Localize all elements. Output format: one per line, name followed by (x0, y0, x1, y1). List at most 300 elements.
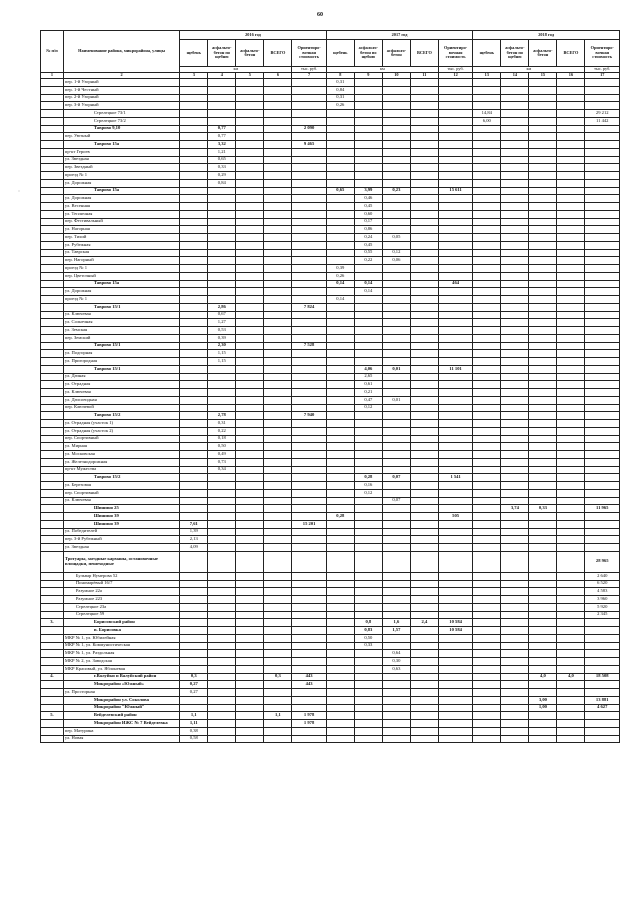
row-value (557, 257, 585, 265)
row-value (529, 172, 557, 180)
row-number (41, 665, 64, 673)
row-name: ул. Солнечная (63, 319, 179, 327)
row-value (473, 458, 501, 466)
row-value (236, 658, 264, 666)
row-value (410, 249, 438, 257)
row-value (529, 79, 557, 87)
row-value: 0,23 (382, 187, 410, 195)
row-value (236, 489, 264, 497)
row-value (180, 327, 208, 335)
row-value (326, 596, 354, 604)
row-value (382, 117, 410, 125)
row-value (501, 117, 529, 125)
row-value (180, 551, 208, 572)
row-value (501, 435, 529, 443)
row-value (473, 665, 501, 673)
row-value (354, 665, 382, 673)
row-number (41, 482, 64, 490)
row-value (354, 334, 382, 342)
row-value (410, 334, 438, 342)
row-number (41, 420, 64, 428)
row-name: ул. Нагорная (63, 226, 179, 234)
row-value (236, 125, 264, 133)
row-value (438, 94, 472, 102)
row-number (41, 389, 64, 397)
row-value (292, 203, 326, 211)
row-value (438, 580, 472, 588)
row-value (382, 704, 410, 712)
row-value: 0,3 (180, 673, 208, 681)
row-value (473, 603, 501, 611)
row-value (180, 482, 208, 490)
row-value: 0,24 (354, 234, 382, 242)
table-row (41, 241, 620, 249)
row-value (557, 288, 585, 296)
row-value (292, 334, 326, 342)
row-value (354, 544, 382, 552)
row-value (326, 704, 354, 712)
row-value (326, 358, 354, 366)
row-value (585, 164, 620, 172)
row-name: пр-кт Мужества (63, 466, 179, 474)
row-value (501, 603, 529, 611)
row-value (529, 727, 557, 735)
row-value (585, 172, 620, 180)
row-value (529, 117, 557, 125)
row-value (473, 373, 501, 381)
row-value: 0,33 (529, 505, 557, 513)
row-value (438, 381, 472, 389)
row-value (180, 381, 208, 389)
row-value (208, 689, 236, 697)
row-value (410, 272, 438, 280)
table-row (41, 544, 620, 552)
row-value (557, 272, 585, 280)
row-value (557, 195, 585, 203)
row-value (382, 164, 410, 172)
row-value (354, 528, 382, 536)
row-value (557, 117, 585, 125)
row-value (501, 249, 529, 257)
table-row (41, 334, 620, 342)
row-value (473, 466, 501, 474)
row-value (557, 296, 585, 304)
row-value (529, 466, 557, 474)
table-row (41, 148, 620, 156)
header-sub: Ориентиро-вочная стоимость (585, 40, 620, 67)
row-value (557, 735, 585, 743)
row-value (473, 505, 501, 513)
row-value (557, 172, 585, 180)
row-value (410, 79, 438, 87)
row-value (382, 303, 410, 311)
row-number (41, 125, 64, 133)
row-value (438, 265, 472, 273)
row-value (529, 179, 557, 187)
row-number (41, 179, 64, 187)
row-number (41, 172, 64, 180)
row-value (585, 265, 620, 273)
row-value (557, 203, 585, 211)
row-value (208, 210, 236, 218)
table-row (41, 611, 620, 619)
column-number: 15 (529, 73, 557, 79)
row-value (438, 373, 472, 381)
row-value: 2,78 (208, 412, 236, 420)
row-value (438, 482, 472, 490)
header-sub: ВСЕГО (264, 40, 292, 67)
row-value (292, 265, 326, 273)
row-value (264, 634, 292, 642)
row-value (236, 94, 264, 102)
row-value (326, 117, 354, 125)
row-value (292, 94, 326, 102)
row-value (410, 179, 438, 187)
row-value (410, 443, 438, 451)
row-value (585, 86, 620, 94)
row-value: 0,18 (208, 435, 236, 443)
row-value (529, 650, 557, 658)
row-value (410, 296, 438, 304)
row-value (180, 505, 208, 513)
row-value (557, 141, 585, 149)
row-value (501, 642, 529, 650)
row-value (529, 420, 557, 428)
table-row (41, 365, 620, 373)
row-value (208, 642, 236, 650)
row-value (264, 704, 292, 712)
row-number (41, 187, 64, 195)
row-value: 0,17 (354, 218, 382, 226)
row-name: пер. Матурина (63, 727, 179, 735)
row-value (410, 311, 438, 319)
row-name: пер. Ключевой (63, 404, 179, 412)
row-name: Таврово 15а (63, 141, 179, 149)
row-value (438, 210, 472, 218)
row-value (180, 634, 208, 642)
row-value (529, 489, 557, 497)
row-value (354, 603, 382, 611)
row-value (292, 696, 326, 704)
row-value (264, 458, 292, 466)
row-value (473, 148, 501, 156)
row-value (354, 117, 382, 125)
row-value (585, 381, 620, 389)
row-value (264, 148, 292, 156)
row-value (292, 319, 326, 327)
row-value (180, 596, 208, 604)
row-value (180, 420, 208, 428)
row-value (557, 505, 585, 513)
row-value (180, 389, 208, 397)
row-value (557, 588, 585, 596)
table-row (41, 466, 620, 474)
table-row (41, 689, 620, 697)
row-value (529, 249, 557, 257)
row-value (473, 234, 501, 242)
row-value (410, 451, 438, 459)
table-row (41, 288, 620, 296)
row-value (585, 373, 620, 381)
row-value (410, 350, 438, 358)
row-value (585, 658, 620, 666)
row-value (473, 435, 501, 443)
row-value (292, 311, 326, 319)
row-value (473, 627, 501, 635)
row-value (208, 94, 236, 102)
row-value (264, 681, 292, 689)
row-value (557, 474, 585, 482)
row-value (529, 665, 557, 673)
row-value (382, 350, 410, 358)
row-value (264, 210, 292, 218)
row-value (382, 435, 410, 443)
header-sub: ВСЕГО (557, 40, 585, 67)
table-row (41, 187, 620, 195)
row-value: 1,39 (180, 528, 208, 536)
header-sub: щебень (180, 40, 208, 67)
row-number (41, 319, 64, 327)
row-value (326, 451, 354, 459)
row-value (585, 334, 620, 342)
row-value (264, 588, 292, 596)
row-value (292, 443, 326, 451)
row-value (557, 334, 585, 342)
row-number (41, 373, 64, 381)
row-value (529, 735, 557, 743)
row-value (501, 226, 529, 234)
row-value (180, 489, 208, 497)
row-value (585, 627, 620, 635)
row-number: 3. (41, 619, 64, 627)
row-name: МКР № 1, ул. Раздольная (63, 650, 179, 658)
row-value (236, 505, 264, 513)
row-value (382, 551, 410, 572)
row-value (264, 141, 292, 149)
row-value: 0,67 (208, 311, 236, 319)
row-value (264, 303, 292, 311)
row-value (326, 619, 354, 627)
row-value (264, 466, 292, 474)
row-value (529, 265, 557, 273)
row-value (501, 689, 529, 697)
row-value (236, 156, 264, 164)
row-number (41, 265, 64, 273)
row-value (557, 596, 585, 604)
row-value (557, 110, 585, 118)
row-value (438, 603, 472, 611)
row-number (41, 288, 64, 296)
row-value (557, 133, 585, 141)
row-value (529, 544, 557, 552)
row-value (180, 373, 208, 381)
row-value (382, 466, 410, 474)
row-number (41, 311, 64, 319)
row-value (382, 86, 410, 94)
row-value (180, 627, 208, 635)
row-value (501, 396, 529, 404)
row-value (180, 412, 208, 420)
row-value: 4,0 (557, 673, 585, 681)
row-value (382, 603, 410, 611)
row-value: 6 520 (585, 580, 620, 588)
row-value (529, 102, 557, 110)
row-value (529, 234, 557, 242)
header-sub: асфальто-бетон (529, 40, 557, 67)
row-value (382, 580, 410, 588)
row-value: 7 528 (292, 342, 326, 350)
row-value: 2,30 (208, 342, 236, 350)
row-value (354, 673, 382, 681)
row-value (557, 412, 585, 420)
row-value (410, 141, 438, 149)
row-value (382, 712, 410, 720)
row-value (236, 727, 264, 735)
row-value (529, 241, 557, 249)
row-value (557, 265, 585, 273)
row-value (208, 241, 236, 249)
row-value (438, 257, 472, 265)
row-value (585, 156, 620, 164)
table-row (41, 588, 620, 596)
row-value: 3,32 (208, 141, 236, 149)
row-value (410, 689, 438, 697)
row-name: ул. Ключевая (63, 311, 179, 319)
row-value (208, 226, 236, 234)
row-value (236, 195, 264, 203)
row-value (208, 572, 236, 580)
row-value: 1 978 (292, 712, 326, 720)
row-value (236, 234, 264, 242)
table-row (41, 627, 620, 635)
row-value (208, 735, 236, 743)
row-value (292, 358, 326, 366)
row-value: 3,99 (354, 187, 382, 195)
row-value (585, 296, 620, 304)
row-value (557, 187, 585, 195)
row-name: ул. Победителей (63, 528, 179, 536)
row-value (473, 226, 501, 234)
row-value: 0,33 (208, 164, 236, 172)
row-name: Шишино 25 (63, 505, 179, 513)
row-value (180, 443, 208, 451)
row-value (208, 627, 236, 635)
row-value (236, 404, 264, 412)
row-value (208, 482, 236, 490)
row-name: Стрелецкое 59 (63, 611, 179, 619)
row-value: 0,77 (208, 125, 236, 133)
row-value (354, 358, 382, 366)
row-value (557, 704, 585, 712)
row-number (41, 513, 64, 521)
row-value (180, 141, 208, 149)
row-value (410, 588, 438, 596)
row-value (292, 389, 326, 397)
row-number (41, 474, 64, 482)
row-value (585, 79, 620, 87)
row-value (529, 435, 557, 443)
row-value (292, 650, 326, 658)
row-value (236, 358, 264, 366)
row-value (264, 603, 292, 611)
row-name: ул. Березовая (63, 482, 179, 490)
table-row (41, 520, 620, 528)
row-value: 0,14 (326, 280, 354, 288)
row-value (529, 280, 557, 288)
row-value (585, 179, 620, 187)
row-value (557, 551, 585, 572)
row-value: 0,53 (208, 327, 236, 335)
row-value (438, 420, 472, 428)
row-value (473, 303, 501, 311)
row-value (292, 580, 326, 588)
row-value (382, 381, 410, 389)
column-number: 16 (557, 73, 585, 79)
row-value (473, 280, 501, 288)
row-value (236, 249, 264, 257)
row-value (529, 588, 557, 596)
row-value: 0,12 (382, 249, 410, 257)
table-row (41, 443, 620, 451)
row-value (180, 603, 208, 611)
row-value: 0,45 (354, 203, 382, 211)
row-name: ул. Отрадная (63, 381, 179, 389)
row-value (180, 696, 208, 704)
row-name: МКР № 1, ул. Коммунистическая (63, 642, 179, 650)
row-value (501, 712, 529, 720)
row-value (529, 596, 557, 604)
table-row (41, 342, 620, 350)
row-value (382, 412, 410, 420)
row-value (557, 580, 585, 588)
row-number (41, 497, 64, 505)
row-value (180, 172, 208, 180)
row-value (236, 265, 264, 273)
row-value (501, 257, 529, 265)
row-value (473, 365, 501, 373)
row-value (264, 241, 292, 249)
column-number: 3 (180, 73, 208, 79)
row-value (557, 634, 585, 642)
row-value (180, 187, 208, 195)
row-value (354, 156, 382, 164)
row-value (501, 544, 529, 552)
row-value (501, 172, 529, 180)
row-value (208, 520, 236, 528)
row-value (354, 179, 382, 187)
row-number (41, 544, 64, 552)
row-value: 1,11 (180, 720, 208, 728)
row-name: ул. Рубежная (63, 241, 179, 249)
row-value (410, 603, 438, 611)
row-value (501, 412, 529, 420)
row-value (410, 435, 438, 443)
row-value (208, 396, 236, 404)
row-value (529, 720, 557, 728)
row-value (557, 696, 585, 704)
row-value (501, 148, 529, 156)
row-value: 0,84 (208, 179, 236, 187)
table-row (41, 218, 620, 226)
row-value (529, 133, 557, 141)
row-value (236, 272, 264, 280)
row-name: ул. Отрадная (участок 1) (63, 420, 179, 428)
row-value (410, 627, 438, 635)
row-value (585, 195, 620, 203)
row-value (326, 164, 354, 172)
row-value (180, 226, 208, 234)
row-number (41, 528, 64, 536)
